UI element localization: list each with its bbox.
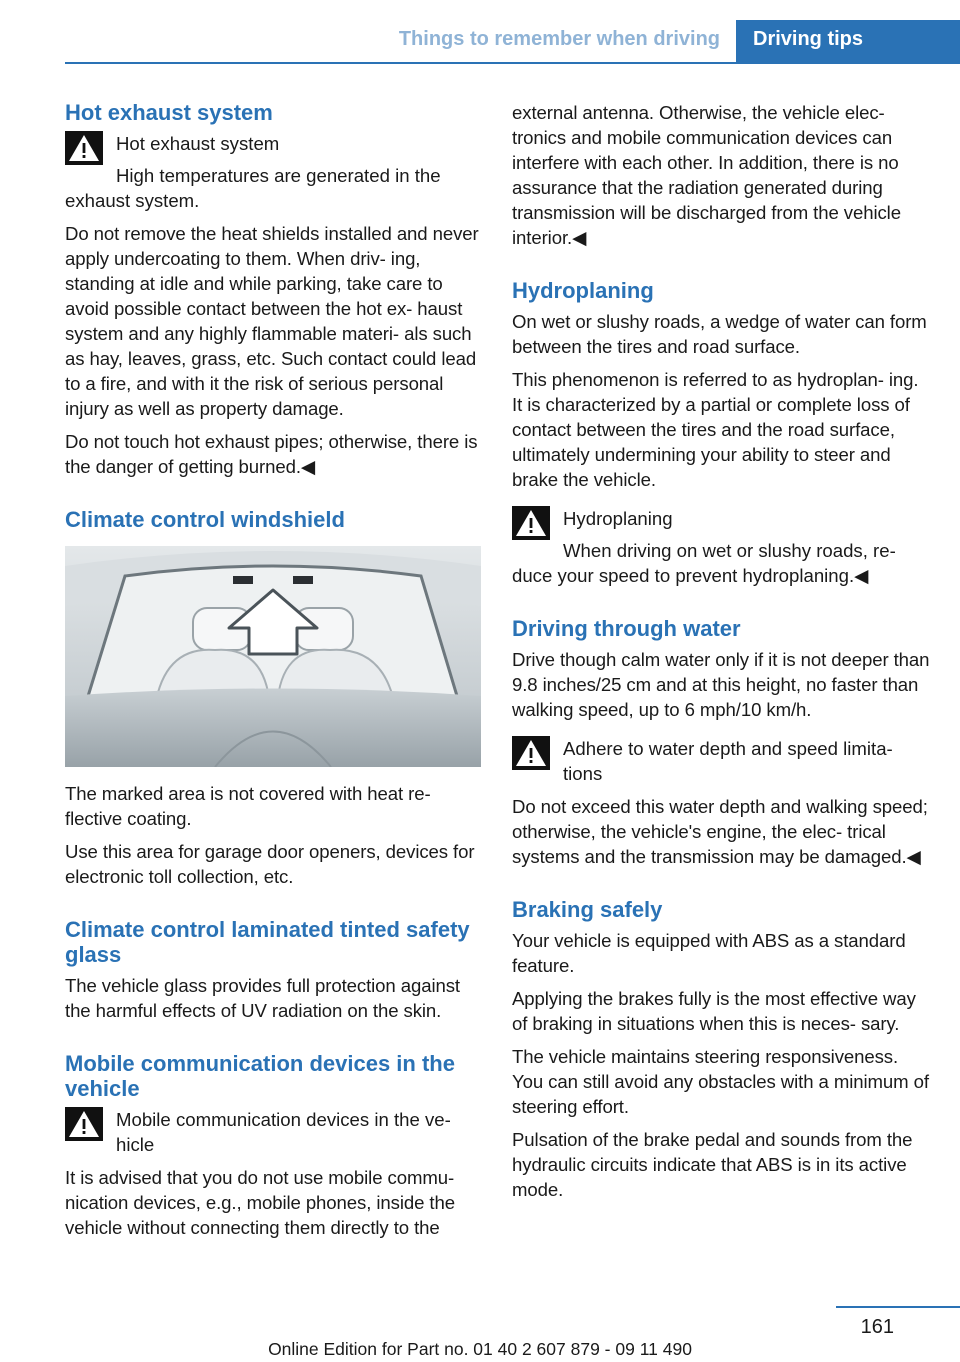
warning-title: Mobile communication devices in the ve‐ hicle [116,1109,451,1155]
running-header-tab: Driving tips [736,20,960,64]
right-column [512,100,930,1210]
paragraph: On wet or slushy roads, a wedge of water can form between the tires and road surface. [512,311,927,357]
footer-rule [836,1306,960,1308]
warning-hot-exhaust [65,131,481,213]
warning-triangle-icon [512,506,550,540]
edition-footer: Online Edition for Part no. 01 40 2 607 879 - 09 11 490 [268,1339,692,1359]
section-mobile-devices [65,1051,481,1240]
paragraph: Drive though calm water only if it is not deeper than 9.8 inches/25 cm and at this height, no faster than walking speed, up to 6 mph/10 km/h. [512,649,930,720]
paragraph: Do not exceed this water depth and walking speed; otherwise, the vehicle's engine, the elec‐ trical systems and the transmission may be damaged.◀ [512,796,928,867]
paragraph: external antenna. Otherwise, the vehicle elec‐ tronics and mobile communication devices can interfere with each other. In addition, there is no assurance that the radiation generated during transmission will be discharged from the vehicle interior.◀ [512,102,901,248]
header-rule [65,62,960,64]
heading-laminated-glass: Climate control laminated tinted safety glass [65,917,470,967]
heading-hot-exhaust: Hot exhaust system [65,100,273,125]
heading-braking-safely: Braking safely [512,897,663,922]
warning-title: Hydroplaning [563,508,673,529]
paragraph: Your vehicle is equipped with ABS as a standard feature. [512,930,906,976]
warning-mobile-devices [65,1107,481,1157]
car-interior-image [65,546,481,767]
paragraph: Do not remove the heat shields installed and never apply undercoating to them. When driv‐ ing, standing at idle and while parking, take care to avoid possible contact between the hot ex‐ haust system and any highly flammable materi‐ als such as hay, leaves, grass, etc. Such contact could lead to a fire, and with it the risk of serious personal injury as well as property damage. [65,223,479,419]
paragraph: Use this area for garage door openers, devices for electronic toll collection, etc. [65,841,475,887]
heading-climate-windshield: Climate control windshield [65,507,345,532]
paragraph: Do not touch hot exhaust pipes; otherwise, there is the danger of getting burned.◀ [65,431,478,477]
section-driving-through-water [512,616,930,869]
heading-hydroplaning: Hydroplaning [512,278,654,303]
paragraph: The vehicle glass provides full protection against the harmful effects of UV radiation on the skin. [65,975,460,1021]
warning-body: When driving on wet or slushy roads, re‐ duce your speed to prevent hydroplaning.◀ [512,540,896,586]
windshield-illustration [65,546,481,767]
section-hot-exhaust [65,100,481,479]
heading-mobile-devices: Mobile communication devices in the vehicle [65,1051,455,1101]
warning-triangle-icon [65,1107,103,1141]
page-number: 161 [860,1316,894,1338]
paragraph: This phenomenon is referred to as hydroplan‐ ing. It is characterized by a partial or complete loss of contact between the tires and the road surface, ultimately undermining your ability to steer and brake the vehicle. [512,369,919,490]
warning-title: Adhere to water depth and speed limita‐ tions [563,738,893,784]
paragraph: The vehicle maintains steering responsiveness. You can still avoid any obstacles with a minimum of steering effort. [512,1046,929,1117]
warning-title: Hot exhaust system [116,133,280,154]
section-laminated-glass [65,917,481,1023]
section-braking-safely [512,897,930,1202]
heading-driving-through-water: Driving through water [512,616,741,641]
left-column [65,100,481,1248]
paragraph: Pulsation of the brake pedal and sounds from the hydraulic circuits indicate that ABS is in its active mode. [512,1129,913,1200]
running-header-section: Things to remember when driving [398,28,720,50]
warning-triangle-icon [512,736,550,770]
warning-water-depth [512,736,930,786]
paragraph: Applying the brakes fully is the most effective way of braking in situations when this is neces‐ sary. [512,988,916,1034]
section-climate-windshield [65,507,481,889]
warning-hydroplaning [512,506,930,588]
warning-body: High temperatures are generated in the exhaust system. [65,165,441,211]
section-hydroplaning [512,278,930,588]
paragraph: The marked area is not covered with heat re‐ flective coating. [65,783,431,829]
paragraph: It is advised that you do not use mobile commu‐ nication devices, e.g., mobile phones, inside the vehicle without connecting them directly to the [65,1167,455,1238]
warning-triangle-icon [65,131,103,165]
